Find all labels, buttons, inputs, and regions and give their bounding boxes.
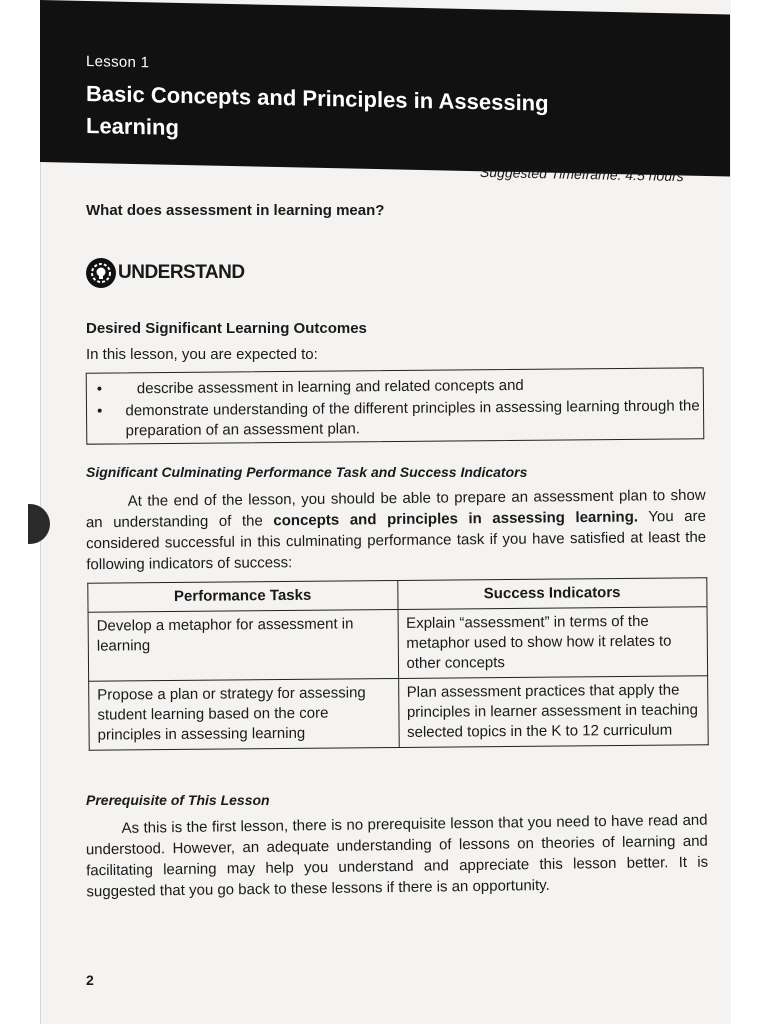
understand-section-title (86, 258, 708, 288)
lesson-header (40, 0, 730, 176)
prerequisite-paragraph (85, 810, 708, 903)
culminating-text-b: You are considered successful in this culminating performance task if you have satisfied at least the following indicators of success: (86, 507, 707, 574)
culminating-text-bold: concepts and principles in assessing learning. (273, 508, 639, 530)
table-row (88, 607, 708, 681)
performance-table (87, 577, 708, 750)
outcomes-intro: In this lesson, you are expected to: (86, 346, 318, 363)
suggested-timeframe: Suggested Timeframe: 4.5 hours (479, 163, 684, 185)
lesson-label: Lesson 1 (86, 52, 150, 72)
outcome-text: describe assessment in learning and related concepts and (136, 376, 524, 398)
culminating-task-heading: Significant Culminating Performance Task and Success Indicators (86, 464, 528, 480)
table-row (89, 676, 709, 750)
table-cell: Explain “assessment” in terms of the metaphor used to show how it relates to other concepts (398, 607, 708, 679)
list-item: • describe assessment in learning and related concepts and (96, 376, 524, 398)
prerequisite-heading: Prerequisite of This Lesson (86, 792, 270, 808)
lightbulb-gear-icon (86, 258, 116, 288)
column-header: Performance Tasks (88, 581, 398, 613)
prerequisite-text: As this is the first lesson, there is no prerequisite lesson that you need to have read and understood. However, an adequate understanding of lessons on theories of learning and facilitating learning may help you understand and appreciate this lesson better. It is suggested that you go back to these lessons if there is an opportunity. (85, 811, 709, 901)
culminating-text-a: At the end of the lesson, you should be able to prepare an assessment plan to show an understanding of the (85, 486, 706, 532)
understand-label: UNDERSTAND (118, 262, 245, 283)
culminating-paragraph (86, 485, 707, 575)
list-item: • demonstrate understanding of the different principles in assessing learning through the preparation of an assessment plan. (97, 396, 703, 441)
table-cell: Develop a metaphor for assessment in learning (88, 610, 398, 682)
column-header: Success Indicators (397, 578, 707, 610)
page-number: 2 (86, 972, 94, 988)
guiding-question: What does assessment in learning mean? (86, 202, 385, 219)
table-cell: Plan assessment practices that apply the principles in learner assessment in teaching selected topics in the K to 12 curriculum (398, 676, 708, 748)
outcome-text: demonstrate understanding of the different principles in assessing learning through the preparation of an assessment plan. (125, 397, 700, 440)
lesson-title: Basic Concepts and Principles in Assessing Learning (86, 80, 549, 140)
outcomes-box (86, 367, 705, 444)
outcomes-heading: Desired Significant Learning Outcomes (86, 320, 367, 337)
table-cell: Propose a plan or strategy for assessing student learning based on the core principles in assessing learning (89, 678, 399, 750)
